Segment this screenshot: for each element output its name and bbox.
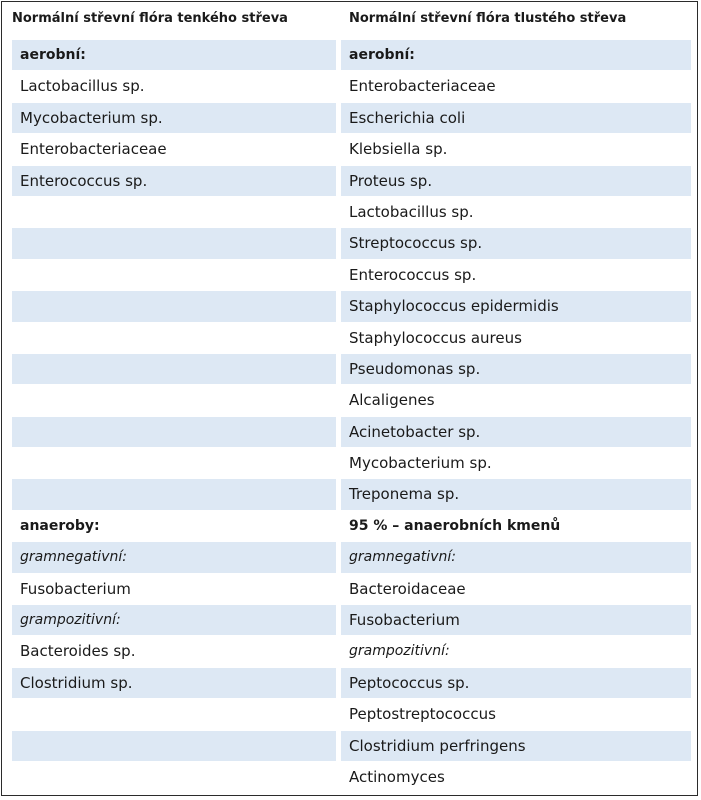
cell-small-intestine: Enterobacteriaceae	[20, 140, 167, 159]
cell-small-intestine	[12, 260, 336, 290]
cell-small-intestine: Enterococcus sp.	[12, 166, 336, 196]
table-row	[2, 385, 697, 416]
cell-small-intestine	[12, 291, 336, 321]
table-row	[2, 479, 697, 510]
cell-large-intestine: Acinetobacter sp.	[341, 417, 691, 447]
table-row	[2, 542, 697, 573]
cell-small-intestine	[12, 385, 336, 415]
cell-large-intestine: Pseudomonas sp.	[341, 354, 691, 384]
cell-large-intestine: Alcaligenes	[349, 391, 435, 410]
table-row	[2, 323, 697, 354]
table-row	[2, 103, 697, 134]
cell-large-intestine: gramnegativní:	[341, 542, 691, 572]
cell-small-intestine	[12, 323, 336, 353]
cell-small-intestine: Lactobacillus sp.	[20, 77, 145, 96]
cell-small-intestine	[12, 197, 336, 227]
cell-small-intestine	[12, 699, 336, 729]
cell-large-intestine: Clostridium perfringens	[341, 731, 691, 761]
cell-large-intestine: Enterobacteriaceae	[349, 77, 496, 96]
cell-small-intestine: aerobní:	[12, 40, 336, 70]
cell-small-intestine: Mycobacterium sp.	[12, 103, 336, 133]
cell-small-intestine: grampozitivní:	[12, 605, 336, 635]
table-row	[2, 511, 697, 542]
cell-small-intestine: anaeroby:	[20, 517, 100, 534]
cell-large-intestine: aerobní:	[341, 40, 691, 70]
table-row	[2, 40, 697, 71]
cell-large-intestine: 95 % – anaerobních kmenů	[349, 517, 561, 534]
cell-small-intestine: Bacteroides sp.	[20, 642, 136, 661]
cell-small-intestine	[12, 417, 336, 447]
cell-small-intestine: Fusobacterium	[20, 579, 131, 598]
cell-small-intestine	[12, 479, 336, 509]
table-row	[2, 291, 697, 322]
cell-large-intestine: Lactobacillus sp.	[349, 202, 474, 221]
table-row	[2, 134, 697, 165]
cell-small-intestine	[12, 228, 336, 258]
header-large-intestine: Normální střevní flóra tlustého střeva	[349, 11, 627, 26]
table-row	[2, 668, 697, 699]
table-row	[2, 731, 697, 762]
cell-large-intestine: Peptococcus sp.	[341, 668, 691, 698]
table-row	[2, 636, 697, 667]
cell-small-intestine: gramnegativní:	[12, 542, 336, 572]
table-row	[2, 448, 697, 479]
table-row	[2, 354, 697, 385]
cell-large-intestine: Fusobacterium	[341, 605, 691, 635]
cell-large-intestine: Klebsiella sp.	[349, 140, 448, 159]
table-row	[2, 197, 697, 228]
cell-large-intestine: Proteus sp.	[341, 166, 691, 196]
table-body	[2, 40, 697, 793]
cell-large-intestine: Staphylococcus aureus	[349, 328, 522, 347]
table-row	[2, 762, 697, 793]
cell-large-intestine: grampozitivní:	[349, 643, 450, 660]
flora-table	[1, 1, 698, 796]
cell-large-intestine: Streptococcus sp.	[341, 228, 691, 258]
table-row	[2, 699, 697, 730]
cell-large-intestine: Enterococcus sp.	[349, 265, 477, 284]
cell-large-intestine: Peptostreptococcus	[349, 705, 496, 724]
cell-small-intestine	[12, 762, 336, 792]
cell-large-intestine: Staphylococcus epidermidis	[341, 291, 691, 321]
cell-small-intestine: Clostridium sp.	[12, 668, 336, 698]
cell-large-intestine: Actinomyces	[349, 767, 445, 786]
table-row	[2, 166, 697, 197]
cell-small-intestine	[12, 731, 336, 761]
table-row	[2, 71, 697, 102]
table-row	[2, 228, 697, 259]
cell-large-intestine: Escherichia coli	[341, 103, 691, 133]
table-header	[2, 2, 697, 36]
table-row	[2, 605, 697, 636]
table-row	[2, 417, 697, 448]
cell-large-intestine: Bacteroidaceae	[349, 579, 466, 598]
cell-large-intestine: Treponema sp.	[341, 479, 691, 509]
table-row	[2, 260, 697, 291]
cell-small-intestine	[12, 354, 336, 384]
cell-small-intestine	[12, 448, 336, 478]
table-row	[2, 574, 697, 605]
header-small-intestine: Normální střevní flóra tenkého střeva	[12, 11, 288, 26]
cell-large-intestine: Mycobacterium sp.	[349, 454, 492, 473]
